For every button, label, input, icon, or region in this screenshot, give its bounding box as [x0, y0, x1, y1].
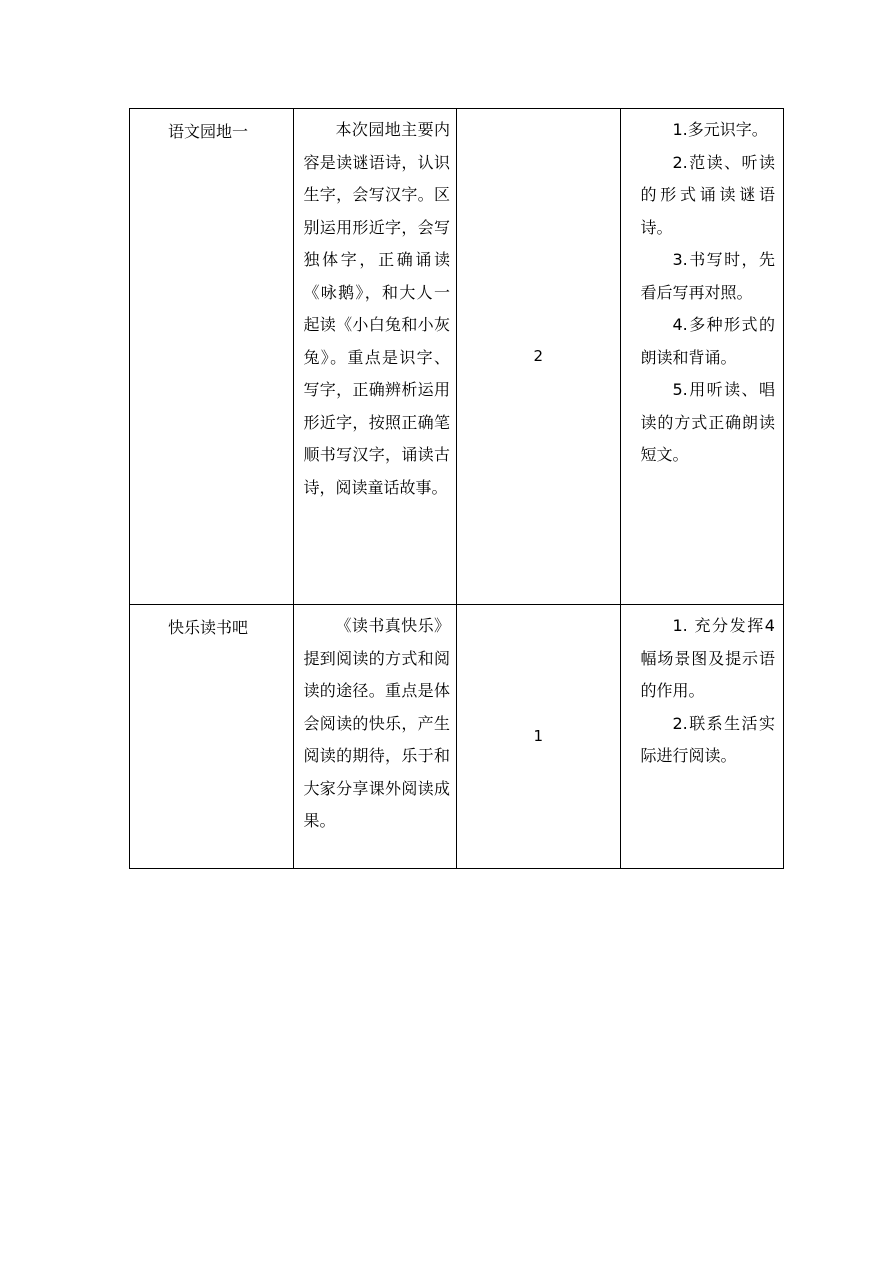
unit-title-cell: [130, 605, 294, 869]
table-row: [130, 109, 784, 605]
unit-methods-cell: [620, 605, 784, 869]
method-item: 3.书写时，先看后写再对照。: [640, 250, 775, 302]
unit-title: 快乐读书吧: [168, 618, 249, 637]
unit-content: 《读书真快乐》提到阅读的方式和阅读的途径。重点是体会阅读的快乐，产生阅读的期待，乐于和大家分享课外阅读成果。: [303, 616, 450, 830]
unit-methods-cell: [620, 109, 784, 605]
table-row: [130, 605, 784, 869]
lesson-plan-table: [129, 108, 784, 869]
method-item: 1.多元识字。: [672, 120, 768, 139]
unit-content: 本次园地主要内容是读谜语诗，认识生字，会写汉字。区别运用形近字，会写独体字，正确诵读《咏鹅》，和大人一起读《小白兔和小灰兔》。重点是识字、写字，正确辨析运用形近字，按照正确笔顺书写汉字，诵读古诗，阅读童话故事。: [303, 120, 450, 497]
method-item: 1. 充分发挥4幅场景图及提示语的作用。: [640, 616, 775, 700]
method-item: 4.多种形式的朗读和背诵。: [640, 315, 775, 367]
unit-content-cell: [293, 605, 457, 869]
method-item: 2.范读、听读的形式诵读谜语诗。: [640, 152, 775, 237]
unit-hours: 2: [533, 347, 544, 366]
unit-title-cell: [130, 109, 294, 605]
unit-hours-cell: [457, 109, 621, 605]
unit-content-cell: [293, 109, 457, 605]
unit-hours-cell: [457, 605, 621, 869]
method-item: 2.联系生活实际进行阅读。: [640, 713, 775, 765]
unit-hours: 1: [533, 727, 544, 746]
unit-title: 语文园地一: [168, 122, 249, 141]
method-item: 5.用听读、唱读的方式正确朗读短文。: [640, 380, 775, 464]
